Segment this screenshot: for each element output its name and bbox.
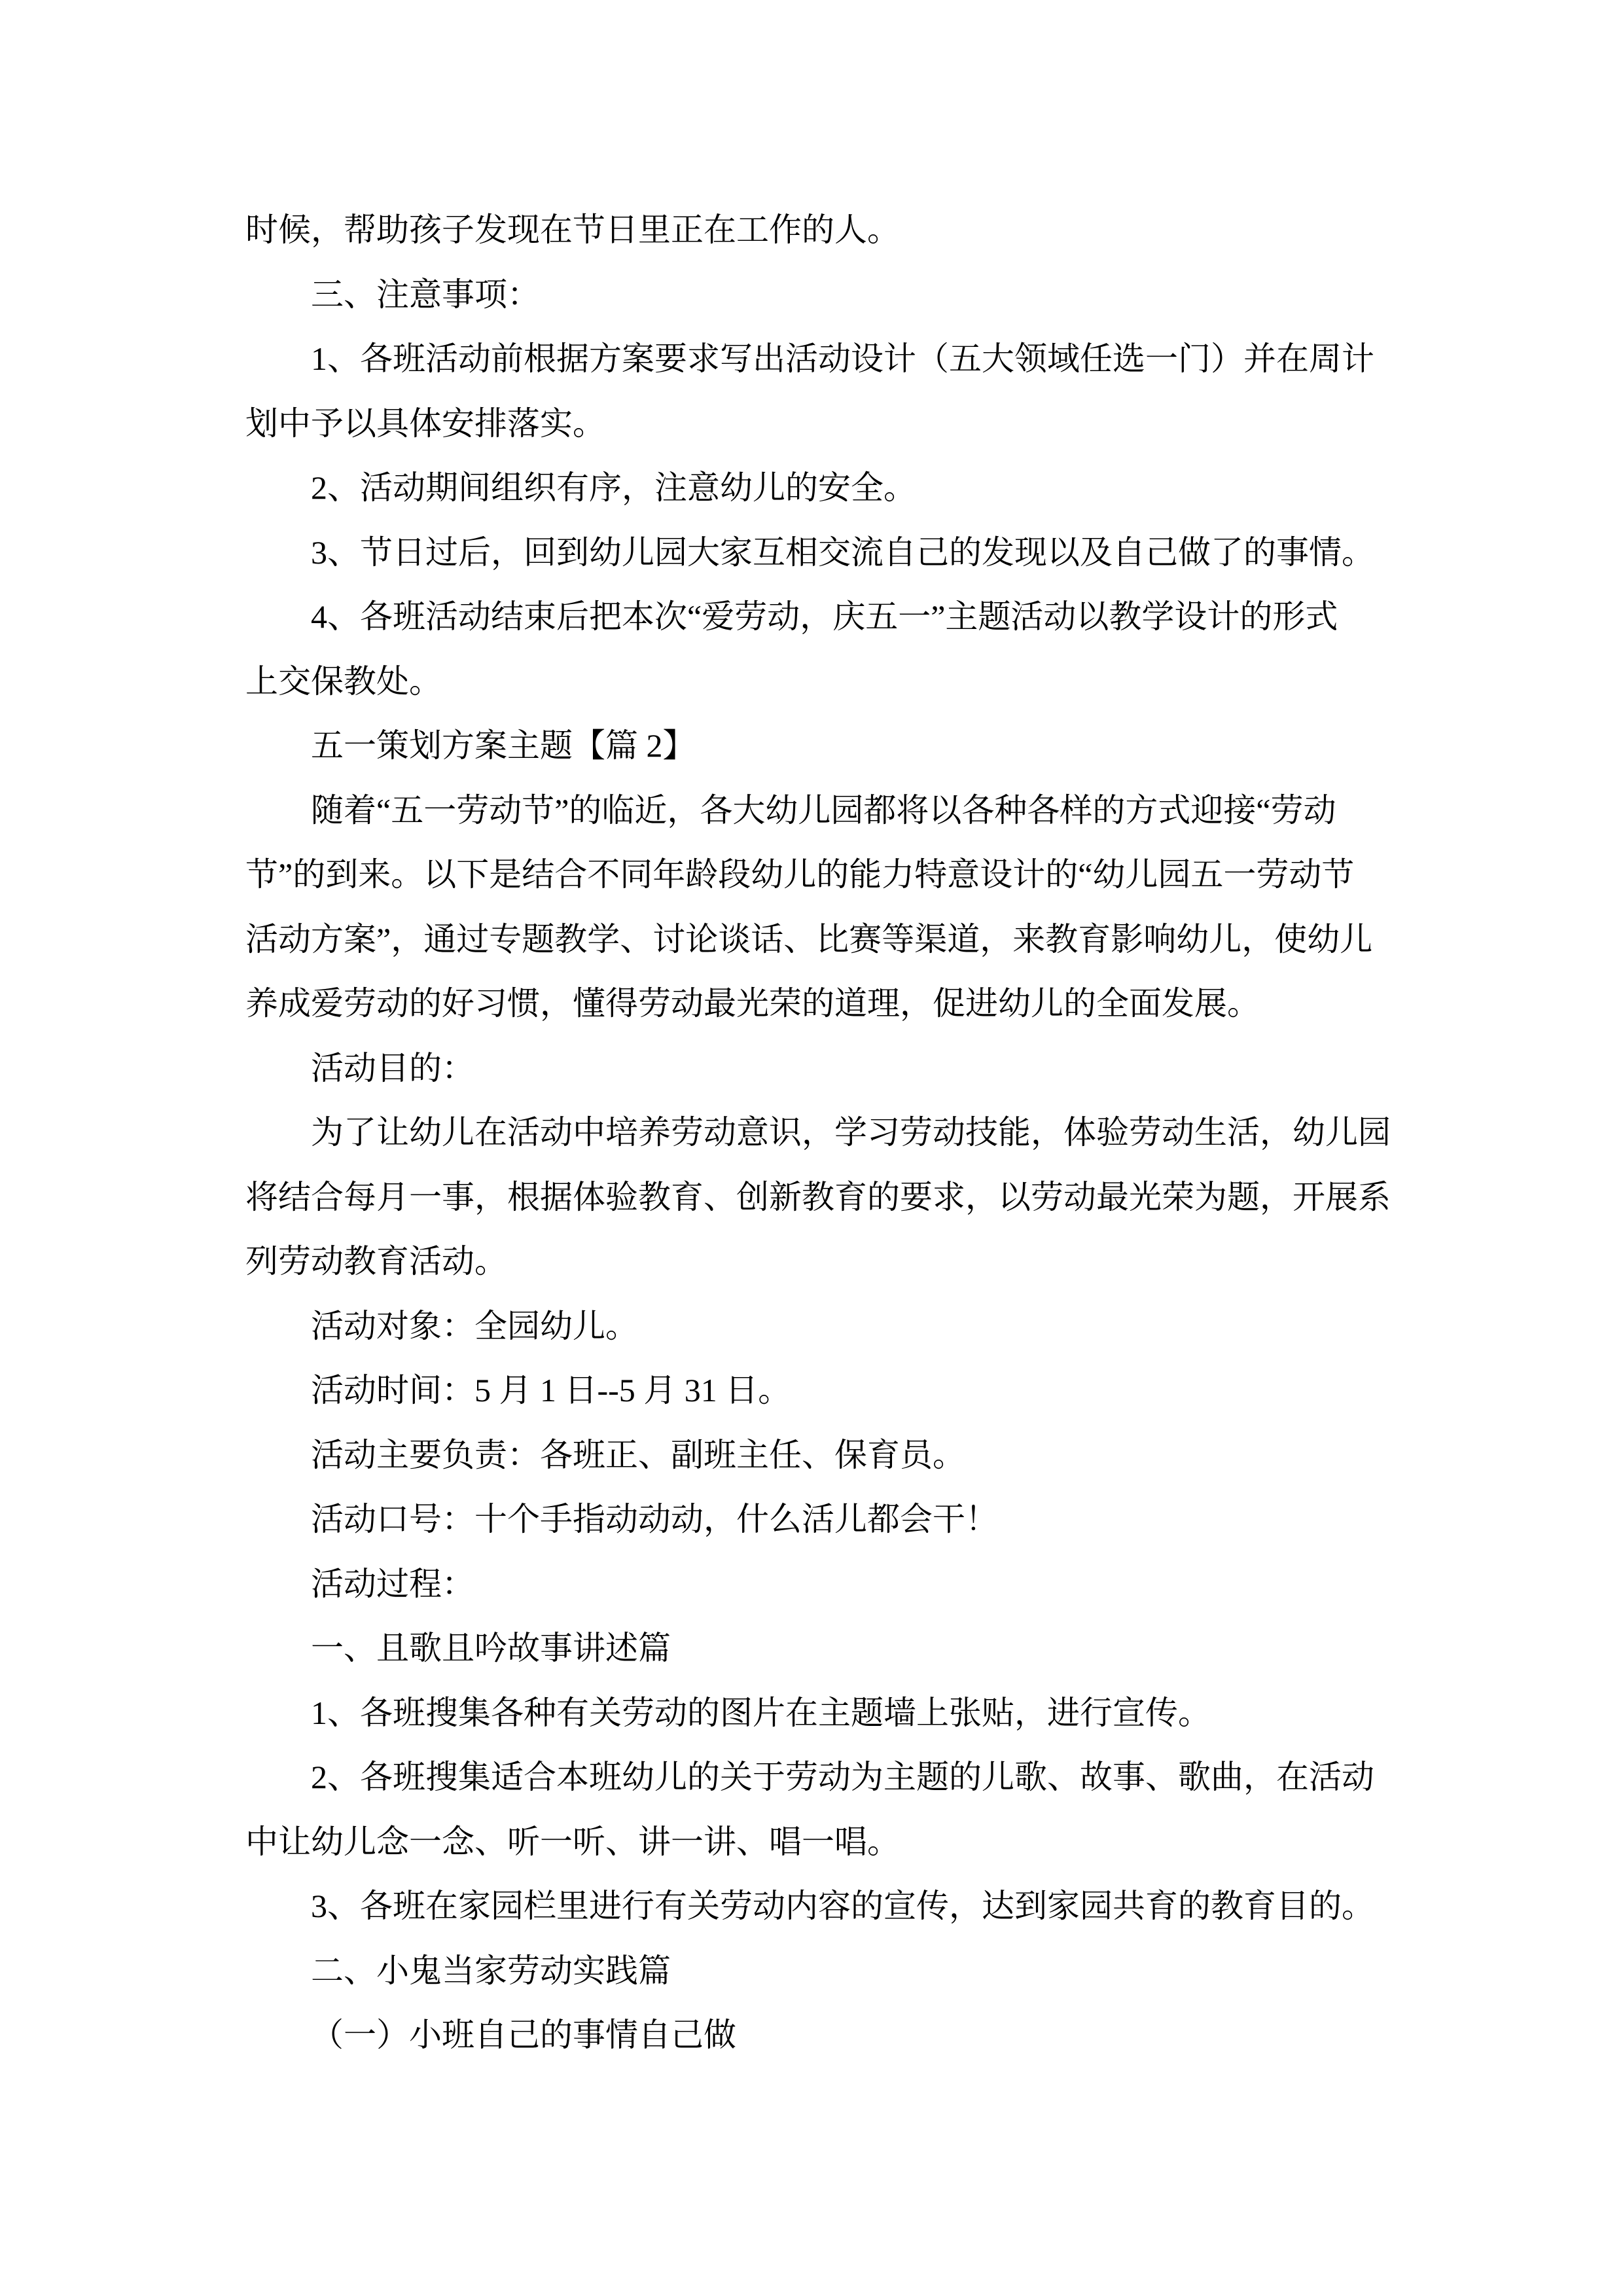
text-line: （一）小班自己的事情自己做 bbox=[311, 2017, 736, 2053]
text-line: 活动时间：5 月 1 日--5 月 31 日。 bbox=[311, 1372, 791, 1408]
text-line: 活动目的： bbox=[311, 1049, 474, 1086]
text-line: 活动方案”，通过专题教学、讨论谈话、比赛等渠道，来教育影响幼儿，使幼儿 bbox=[245, 920, 1373, 958]
text-line: 活动对象：全园幼儿。 bbox=[311, 1307, 638, 1344]
text-block bbox=[245, 198, 1397, 2068]
text-line: 五一策划方案主题【篇 2】 bbox=[311, 727, 696, 764]
text-line: 活动主要负责：各班正、副班主任、保育员。 bbox=[311, 1436, 965, 1473]
text-line: 3、各班在家园栏里进行有关劳动内容的宣传，达到家园共育的教育目的。 bbox=[311, 1888, 1374, 1924]
text-line: 3、节日过后，回到幼儿园大家互相交流自己的发现以及自己做了的事情。 bbox=[311, 533, 1374, 571]
text-line: 时候，帮助孩子发现在节日里正在工作的人。 bbox=[245, 211, 900, 248]
text-line: 养成爱劳动的好习惯，懂得劳动最光荣的道理，促进幼儿的全面发展。 bbox=[245, 985, 1260, 1022]
text-line: 划中予以具体安排落实。 bbox=[245, 404, 605, 442]
text-line: 1、各班搜集各种有关劳动的图片在主题墙上张贴，进行宣传。 bbox=[311, 1694, 1211, 1731]
text-line: 为了让幼儿在活动中培养劳动意识，学习劳动技能，体验劳动生活，幼儿园 bbox=[311, 1114, 1391, 1151]
text-line: 节”的到来。以下是结合不同年龄段幼儿的能力特意设计的“幼儿园五一劳动节 bbox=[245, 856, 1355, 893]
text-line: 二、小鬼当家劳动实践篇 bbox=[311, 1952, 671, 1989]
text-line: 一、且歌且吟故事讲述篇 bbox=[311, 1630, 671, 1666]
text-line: 2、活动期间组织有序，注意幼儿的安全。 bbox=[311, 469, 916, 506]
text-line: 活动过程： bbox=[311, 1565, 474, 1602]
text-line: 2、各班搜集适合本班幼儿的关于劳动为主题的儿歌、故事、歌曲，在活动 bbox=[311, 1759, 1374, 1795]
text-line: 活动口号：十个手指动动动，什么活儿都会干！ bbox=[311, 1501, 998, 1537]
text-line: 三、注意事项： bbox=[311, 276, 540, 313]
text-line: 随着“五一劳动节”的临近，各大幼儿园都将以各种各样的方式迎接“劳动 bbox=[311, 791, 1336, 829]
text-line: 列劳动教育活动。 bbox=[245, 1243, 507, 1280]
text-line: 4、各班活动结束后把本次“爱劳动，庆五一”主题活动以教学设计的形式 bbox=[311, 598, 1338, 635]
text-line: 1、各班活动前根据方案要求写出活动设计（五大领域任选一门）并在周计 bbox=[311, 340, 1374, 377]
text-line: 将结合每月一事，根据体验教育、创新教育的要求，以劳动最光荣为题，开展系 bbox=[245, 1178, 1391, 1215]
text-line: 上交保教处。 bbox=[245, 662, 442, 700]
text-line: 中让幼儿念一念、听一听、讲一讲、唱一唱。 bbox=[245, 1823, 900, 1860]
